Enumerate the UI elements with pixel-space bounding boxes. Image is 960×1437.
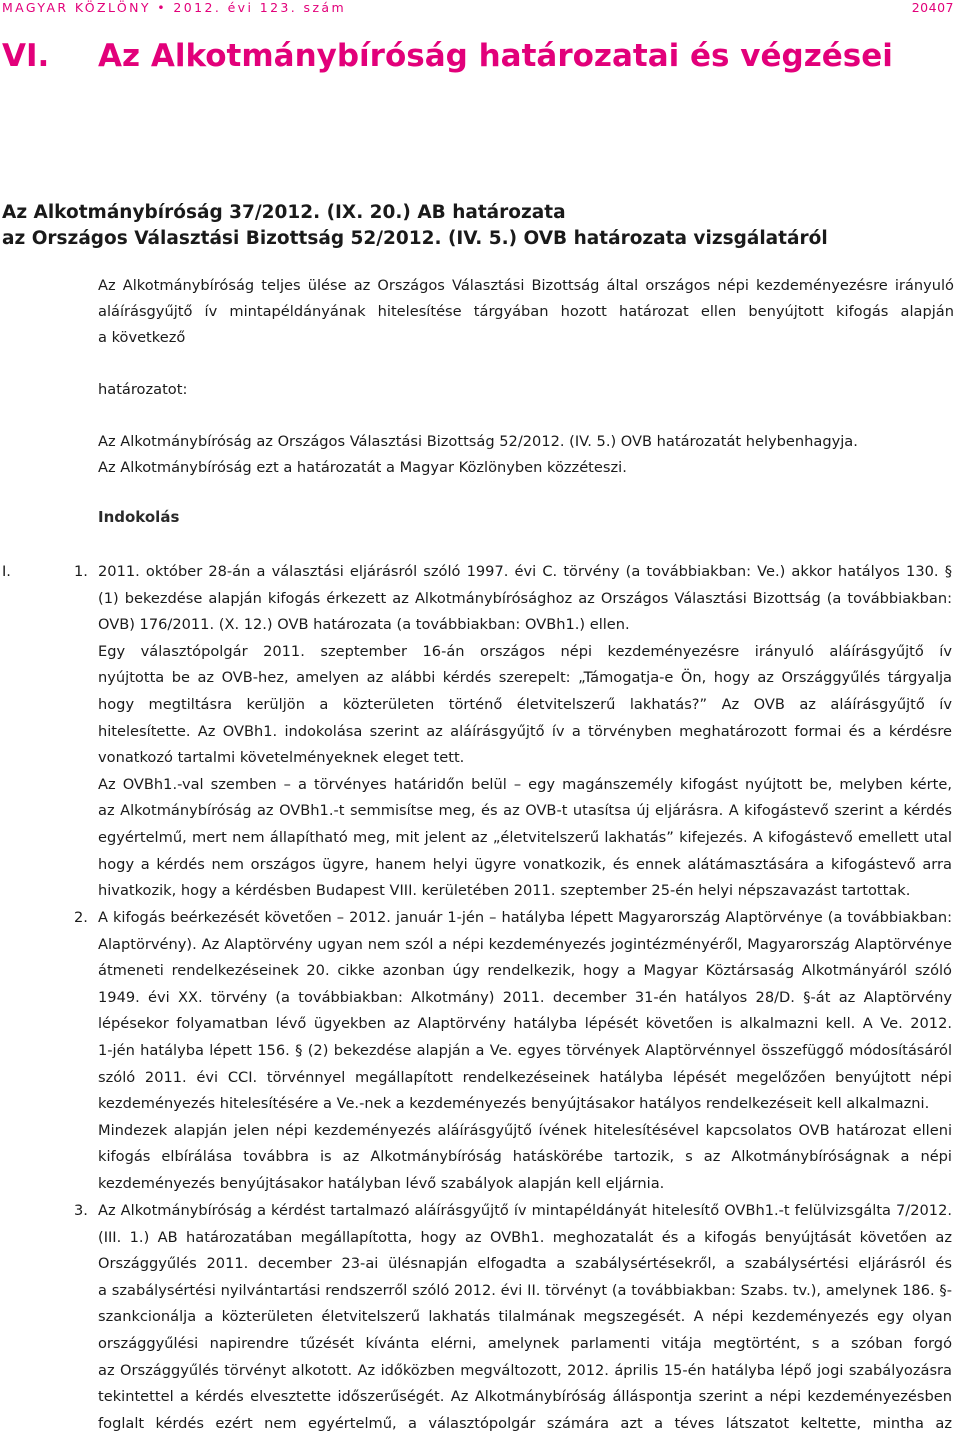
- reasoning-line: (1) bekezdése alapján kifogás érkezett az Alkotmánybírósághoz az Országos Választási Bizottság (a továbbiakban:: [98, 589, 952, 607]
- reasoning-line: kifogás elbírálása továbbra is az Alkotmánybíróság hatáskörébe tartozik, s az Alkotmánybíróságnak a népi: [98, 1148, 952, 1166]
- reasoning-item-1: [98, 559, 952, 905]
- running-head: [2, 0, 954, 22]
- page-number: 20407: [911, 0, 954, 15]
- journal-name: MAGYAR KÖZLÖNY • 2012. évi 123. szám: [2, 0, 347, 15]
- item-number: 2.: [74, 909, 88, 926]
- reasoning-line: A kifogás beérkezését követően – 2012. január 1-jén – hatályba lépett Magyarország Alaptörvénye (a továbbiakban:: [98, 909, 952, 926]
- reasoning-line: OVB) 176/2011. (X. 12.) OVB határozata (a továbbiakban: OVBh1.) ellen.: [98, 616, 630, 634]
- reasoning-line: országgyűlési napirendre tűzését kívánta elérni, amelynek parlamenti vitája megtörtént, s a szóban forgó: [98, 1334, 952, 1352]
- reasoning-line: Az OVBh1.-val szemben – a törvényes határidőn belül – egy magánszemély kifogást nyújtott be, melyben kérte,: [98, 775, 952, 793]
- intro-paragraph: [98, 273, 954, 351]
- intro-line: a következő: [98, 329, 186, 346]
- intro-line: aláírásgyűjtő ív mintapéldányának hitelesítése tárgyában hozott határozat ellen benyújtott kifogás alapján: [98, 303, 954, 320]
- reasoning-heading: Indokolás: [98, 508, 180, 526]
- reasoning-line: hitelesítette. Az OVBh1. indokolása szerint az aláírásgyűjtő ív a törvényben meghatározott formai és a kérdésre: [98, 722, 952, 740]
- reasoning-line: nyújtotta be az OVB-hez, amelyen az alábbi kérdés szerepelt: „Támogatja-e Ön, hogy az Országgyűlés tárgyalja: [98, 669, 952, 687]
- reasoning-line: Országgyűlés 2011. december 23-ai ülésnapján elfogadta a szabálysértésekről, a szabálysértési eljárásról és: [98, 1255, 952, 1273]
- item-number: 1.: [74, 563, 88, 580]
- reasoning-line: Az Alkotmánybíróság a kérdést tartalmazó aláírásgyűjtő ív mintapéldányát hitelesítő OVBh1.-t felülvizsgálta 7/2012.: [98, 1202, 952, 1219]
- reasoning-line: az Országgyűlés törvényt alkotott. Az időközben megváltozott, 2012. április 15-én hatályba lépő jogi szabályozásra: [98, 1361, 952, 1379]
- operative-line: Az Alkotmánybíróság ezt a határozatát a Magyar Közlönyben közzéteszi.: [98, 459, 627, 476]
- reasoning-line: hogy megtiltásra kerüljön a közterületen történő életvitelszerű lakhatás?” Az OVB az aláírásgyűjtő ív: [98, 695, 952, 713]
- reasoning-line: lépésekor folyamatban lévő ügyekben az Alaptörvény hatályba lépését követően is alkalmazni kell. A Ve. 2012.: [98, 1015, 952, 1033]
- decision-title-line-1: Az Alkotmánybíróság 37/2012. (IX. 20.) AB határozata: [2, 202, 566, 223]
- reasoning-line: 1-jén hatályba lépett 156. § (2) bekezdése alapján a Ve. egyes törvények Alaptörvénnyel összefüggő módosításáról: [98, 1041, 952, 1059]
- decision-title-line-2: az Országos Választási Bizottság 52/2012. (IV. 5.) OVB határozata vizsgálatáról: [2, 228, 828, 249]
- reasoning-line: kezdeményezés benyújtásakor hatályban lévő szabályok alapján kell eljárnia.: [98, 1174, 665, 1192]
- reasoning-item-2: [98, 905, 952, 1198]
- decision-title: [2, 200, 828, 252]
- reasoning-line: 2011. október 28-án a választási eljárásról szóló 1997. évi C. törvény (a továbbiakban: Ve.) akkor hatályos 130. §: [98, 563, 952, 580]
- reasoning-line: foglalt kérdés ezért nem egyértelmű, a választópolgár számára azt a téves látszatot keltette, mintha az: [98, 1414, 952, 1432]
- reasoning-line: (III. 1.) AB határozatában megállapította, hogy az OVBh1. meghozatalát és a kifogás benyújtását követően az: [98, 1228, 952, 1246]
- intro-line: Az Alkotmánybíróság teljes ülése az Országos Választási Bizottság által országos népi kezdeményezésre irányuló: [98, 277, 954, 294]
- reasoning-line: a szabálysértési nyilvántartási rendszerről szóló 2012. évi II. törvényt (a továbbiakban: Szabs. tv.), amelynek 186. §-: [98, 1281, 952, 1299]
- decision-label: határozatot:: [98, 381, 188, 398]
- item-number: 3.: [74, 1202, 88, 1219]
- reasoning-line: az Alkotmánybíróság az OVBh1.-t semmisítse meg, és az OVB-t utasítsa új eljárásra. A kifogástevő szerint a kérdés: [98, 802, 952, 820]
- reasoning-line: hogy a kérdés nem országos ügyre, hanem helyi ügyre vonatkozik, és ennek alátámasztására a kifogástevő arra: [98, 855, 952, 873]
- chapter-title: Az Alkotmánybíróság határozatai és végzései: [98, 38, 893, 74]
- part-marker: I.: [2, 563, 11, 580]
- chapter-heading: [2, 38, 893, 74]
- reasoning-line: vonatkozó tartalmi követelményeknek eleget tett.: [98, 749, 465, 767]
- reasoning-line: tekintettel a kérdés elvesztette időszerűségét. Az Alkotmánybíróság álláspontja szerint a népi kezdeményezésben: [98, 1388, 952, 1406]
- chapter-number: VI.: [2, 38, 50, 74]
- reasoning-line: szóló 2011. évi CCI. törvénnyel megállapított rendelkezéseinek hatályba lépését megelőzően benyújtott népi: [98, 1068, 952, 1086]
- reasoning-line: szankcionálja a közterületen életvitelszerű lakhatás tilalmának megszegését. A népi kezdeményezés egy olyan: [98, 1308, 952, 1326]
- reasoning-line: Egy választópolgár 2011. szeptember 16-án országos népi kezdeményezésre irányuló aláírásgyűjtő ív: [98, 642, 952, 660]
- reasoning-line: Mindezek alapján jelen népi kezdeményezés aláírásgyűjtő ívének hitelesítésével kapcsolatos OVB határozat elleni: [98, 1121, 952, 1139]
- operative-line: Az Alkotmánybíróság az Országos Választási Bizottság 52/2012. (IV. 5.) OVB határozatát helybenhagyja.: [98, 433, 858, 450]
- reasoning-line: kezdeményezés hitelesítésére a Ve.-nek a kezdeményezés benyújtásakor hatályos rendelkezéseit kell alkalmazni.: [98, 1095, 930, 1113]
- reasoning-line: hivatkozik, hogy a kérdésben Budapest VIII. kerületében 2011. szeptember 25-én helyi népszavazást tartottak.: [98, 882, 911, 900]
- reasoning-line: egyértelmű, mert nem állapítható meg, mit jelent az „életvitelszerű lakhatás” kifejezés. A kifogástevő emellett utal: [98, 828, 952, 846]
- operative-part: [98, 429, 954, 481]
- reasoning-line: Alaptörvény). Az Alaptörvény ugyan nem szól a népi kezdeményezés jogintézményéről, Magyarország Alaptörvénye: [98, 935, 952, 953]
- reasoning-item-3: [98, 1198, 952, 1437]
- reasoning-line: 1949. évi XX. törvény (a továbbiakban: Alkotmány) 2011. december 31-én hatályos 28/D. §-át az Alaptörvény: [98, 988, 952, 1006]
- reasoning-line: átmeneti rendelkezéseinek 20. cikke azonban úgy rendelkezik, hogy a Magyar Köztársaság Alkotmányáról szóló: [98, 962, 952, 980]
